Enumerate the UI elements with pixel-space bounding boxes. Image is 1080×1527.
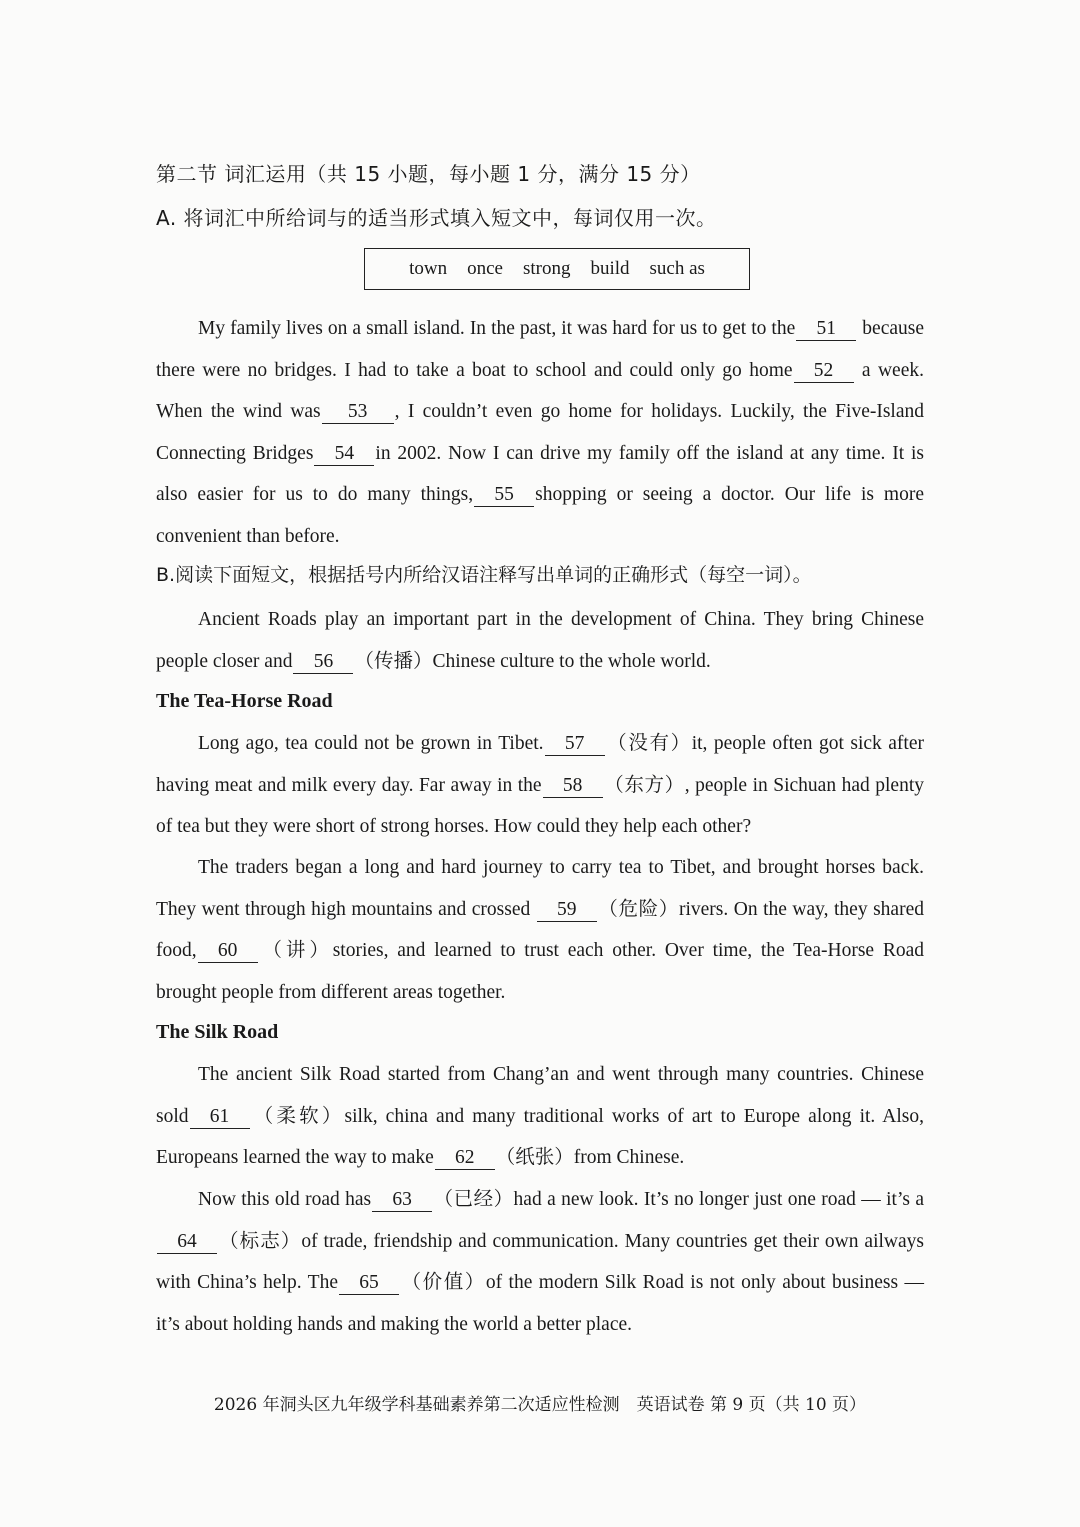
blank-52[interactable]: 52 bbox=[794, 360, 854, 383]
passage-text: （标志）of trade, friendship and communication. Many countries get their own ailways with China’s help. The bbox=[156, 1230, 924, 1293]
blank-55[interactable]: 55 bbox=[474, 484, 534, 507]
passage-text: Now this old road has bbox=[198, 1189, 372, 1210]
page-footer: 2026 年洞头区九年级学科基础素养第二次适应性检测 英语试卷 第 9 页（共 10 页） bbox=[213, 1395, 867, 1415]
passage-text: （讲）stories, and learned to trust each other. Over time, the Tea-Horse Road brought people from different areas together. bbox=[156, 940, 924, 1003]
tea-horse-paragraph-2 bbox=[156, 847, 924, 1013]
blank-59[interactable]: 59 bbox=[537, 899, 597, 922]
blank-54[interactable]: 54 bbox=[314, 443, 374, 466]
blank-53[interactable]: 53 bbox=[322, 401, 394, 424]
part-b-intro bbox=[156, 599, 924, 682]
part-b-instruction: B.阅读下面短文，根据括号内所给汉语注释写出单词的正确形式（每空一词）。 bbox=[156, 564, 812, 586]
blank-64[interactable]: 64 bbox=[157, 1231, 217, 1254]
word-bank-box bbox=[364, 248, 750, 290]
passage-text: Ancient Roads play an important part in the development of China. They bring Chinese people closer and bbox=[156, 609, 924, 672]
passage-text: a week. When the wind was bbox=[156, 359, 924, 422]
word-bank-item: once bbox=[467, 258, 503, 279]
blank-61[interactable]: 61 bbox=[190, 1106, 250, 1129]
tea-horse-paragraph-1 bbox=[156, 723, 924, 848]
blank-62[interactable]: 62 bbox=[435, 1147, 495, 1170]
passage-text: Long ago, tea could not be grown in Tibet. bbox=[198, 733, 544, 754]
silk-road-paragraph-1 bbox=[156, 1054, 924, 1179]
word-bank-item: such as bbox=[649, 258, 705, 279]
silk-road-paragraph-2 bbox=[156, 1179, 924, 1345]
blank-65[interactable]: 65 bbox=[339, 1272, 399, 1295]
passage-text: in 2002. Now I can drive my family off the island at any time. It is also easier for us to do many things, bbox=[156, 442, 924, 505]
passage-text: （价值）of the modern Silk Road is not only about business — it’s about holding hands and making the world a better place. bbox=[156, 1272, 924, 1335]
blank-57[interactable]: 57 bbox=[545, 733, 605, 756]
passage-text: （东方）, people in Sichuan had plenty of tea but they were short of strong horses. How could they help each other? bbox=[156, 774, 924, 837]
silk-road-title: The Silk Road bbox=[156, 1021, 279, 1043]
part-a-instruction: A. 将词汇中所给词与的适当形式填入短文中，每词仅用一次。 bbox=[156, 206, 717, 230]
passage-text: My family lives on a small island. In the past, it was hard for us to get to the bbox=[198, 318, 796, 339]
passage-text: （危险）rivers. On the way, they shared food, bbox=[156, 898, 924, 961]
tea-horse-title: The Tea-Horse Road bbox=[156, 690, 333, 712]
passage-text: （已经）had a new look. It’s no longer just one road — it’s a bbox=[433, 1189, 924, 1210]
passage-text: The ancient Silk Road started from Chang’an and went through many countries. Chinese sold bbox=[156, 1064, 924, 1127]
passage-text: （没有）it, people often got sick after having meat and milk every day. Far away in the bbox=[156, 733, 924, 796]
passage-text: The traders began a long and hard journey to carry tea to Tibet, and brought horses back. They went through high mountains and crossed bbox=[156, 857, 924, 920]
part-a-passage bbox=[156, 308, 924, 557]
blank-51[interactable]: 51 bbox=[796, 318, 856, 341]
blank-56[interactable]: 56 bbox=[293, 651, 353, 674]
blank-60[interactable]: 60 bbox=[198, 940, 258, 963]
passage-text: because there were no bridges. I had to take a boat to school and could only go home bbox=[156, 318, 925, 381]
word-bank-item: build bbox=[590, 258, 630, 279]
passage-text: （纸张）from Chinese. bbox=[495, 1147, 685, 1168]
passage-text: shopping or seeing a doctor. Our life is more convenient than before. bbox=[156, 484, 924, 547]
blank-63[interactable]: 63 bbox=[372, 1189, 432, 1212]
word-bank-item: strong bbox=[522, 258, 571, 279]
passage-text: （柔软）silk, china and many traditional works of art to Europe along it. Also, Europeans learned the way to make bbox=[156, 1105, 924, 1168]
word-bank-item: town bbox=[409, 258, 448, 279]
passage-text: （传播）Chinese culture to the whole world. bbox=[354, 650, 711, 672]
section-title: 第二节 词汇运用（共 15 小题，每小题 1 分，满分 15 分） bbox=[156, 162, 701, 186]
passage-text: , I couldn’t even go home for holidays. Luckily, the Five-Island Connecting Bridges bbox=[156, 401, 924, 464]
blank-58[interactable]: 58 bbox=[543, 775, 603, 798]
